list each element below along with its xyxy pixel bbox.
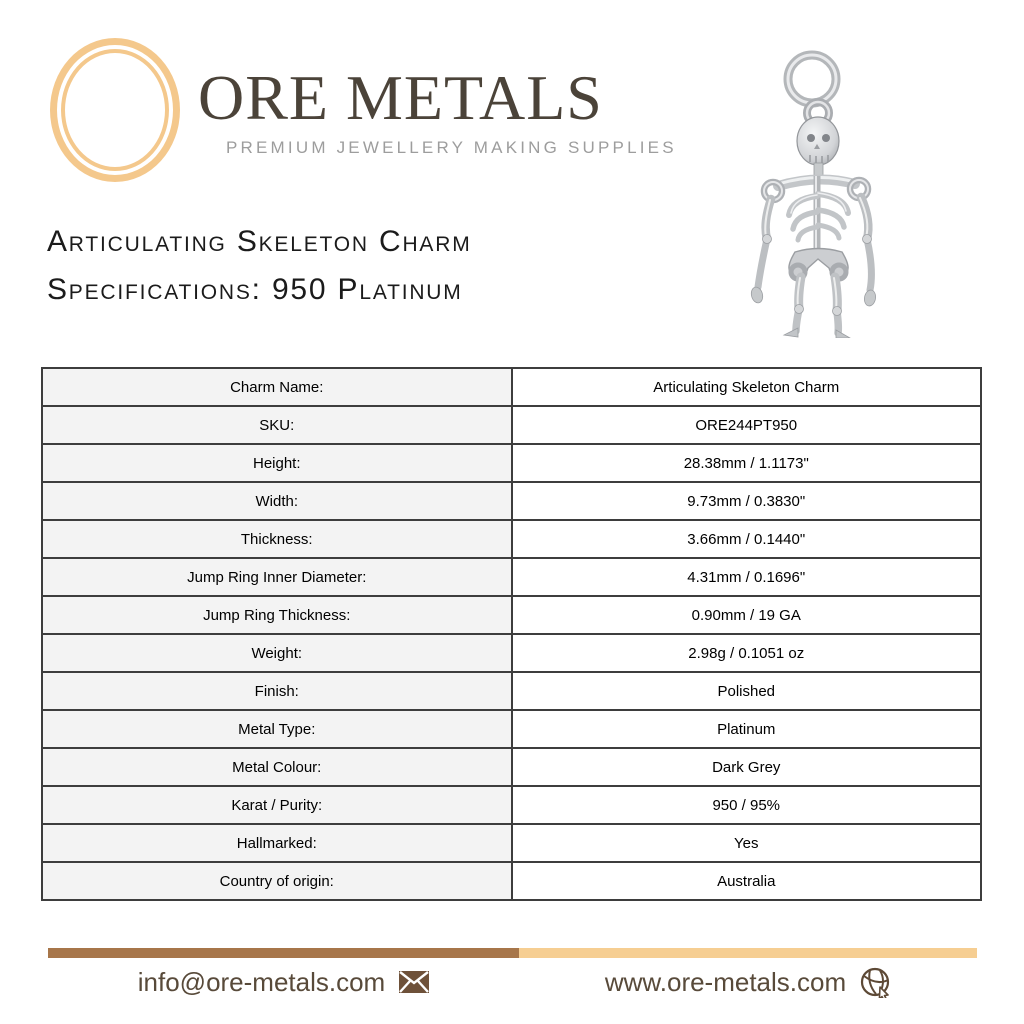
footer-email-group bbox=[48, 962, 519, 1002]
spec-label: Jump Ring Inner Diameter: bbox=[42, 558, 512, 596]
table-row bbox=[42, 368, 981, 406]
table-row bbox=[42, 596, 981, 634]
spec-value: 2.98g / 0.1051 oz bbox=[512, 634, 982, 672]
spec-value: 950 / 95% bbox=[512, 786, 982, 824]
table-row bbox=[42, 672, 981, 710]
spec-label: Country of origin: bbox=[42, 862, 512, 900]
spec-value: 4.31mm / 0.1696" bbox=[512, 558, 982, 596]
spec-value: Articulating Skeleton Charm bbox=[512, 368, 982, 406]
spec-label: Metal Type: bbox=[42, 710, 512, 748]
spec-value: Platinum bbox=[512, 710, 982, 748]
spec-value: 28.38mm / 1.1173" bbox=[512, 444, 982, 482]
spec-value: Australia bbox=[512, 862, 982, 900]
table-row bbox=[42, 634, 981, 672]
table-row bbox=[42, 482, 981, 520]
email-link[interactable]: info@ore-metals.com bbox=[137, 966, 386, 997]
spec-label: Charm Name: bbox=[42, 368, 512, 406]
table-row bbox=[42, 710, 981, 748]
spec-label: Thickness: bbox=[42, 520, 512, 558]
table-row bbox=[42, 748, 981, 786]
brand-tagline: PREMIUM JEWELLERY MAKING SUPPLIES bbox=[226, 138, 677, 157]
spec-label: Jump Ring Thickness: bbox=[42, 596, 512, 634]
spec-value: Polished bbox=[512, 672, 982, 710]
table-row bbox=[42, 406, 981, 444]
skeleton-charm-image bbox=[745, 46, 915, 338]
page-title-line1: Articulating Skeleton Charm bbox=[47, 225, 472, 258]
spec-label: Hallmarked: bbox=[42, 824, 512, 862]
table-row bbox=[42, 444, 981, 482]
brand-name: ORE METALS bbox=[198, 62, 603, 133]
spec-label: Karat / Purity: bbox=[42, 786, 512, 824]
spec-label: Height: bbox=[42, 444, 512, 482]
page-title-line2: Specifications: 950 Platinum bbox=[47, 273, 463, 306]
spec-value: 0.90mm / 19 GA bbox=[512, 596, 982, 634]
brand-block bbox=[198, 62, 677, 158]
footer-website-group bbox=[519, 962, 977, 1002]
table-row bbox=[42, 786, 981, 824]
spec-table bbox=[41, 367, 982, 901]
table-row bbox=[42, 558, 981, 596]
footer-bar-brown-segment bbox=[48, 948, 519, 958]
website-link[interactable]: www.ore-metals.com bbox=[604, 966, 847, 997]
spec-value: Yes bbox=[512, 824, 982, 862]
logo-inner-ring bbox=[61, 49, 169, 171]
logo-rings-icon bbox=[50, 38, 180, 182]
globe-icon bbox=[860, 967, 891, 998]
page-title bbox=[47, 218, 472, 314]
footer-divider-bar bbox=[48, 948, 977, 958]
spec-label: Weight: bbox=[42, 634, 512, 672]
spec-label: Finish: bbox=[42, 672, 512, 710]
spec-value: 9.73mm / 0.3830" bbox=[512, 482, 982, 520]
table-row bbox=[42, 520, 981, 558]
spec-label: SKU: bbox=[42, 406, 512, 444]
spec-value: Dark Grey bbox=[512, 748, 982, 786]
envelope-icon bbox=[399, 971, 429, 993]
spec-label: Metal Colour: bbox=[42, 748, 512, 786]
spec-label: Width: bbox=[42, 482, 512, 520]
spec-value: 3.66mm / 0.1440" bbox=[512, 520, 982, 558]
footer-bar-tan-segment bbox=[519, 948, 977, 958]
table-row bbox=[42, 862, 981, 900]
spec-value: ORE244PT950 bbox=[512, 406, 982, 444]
table-row bbox=[42, 824, 981, 862]
